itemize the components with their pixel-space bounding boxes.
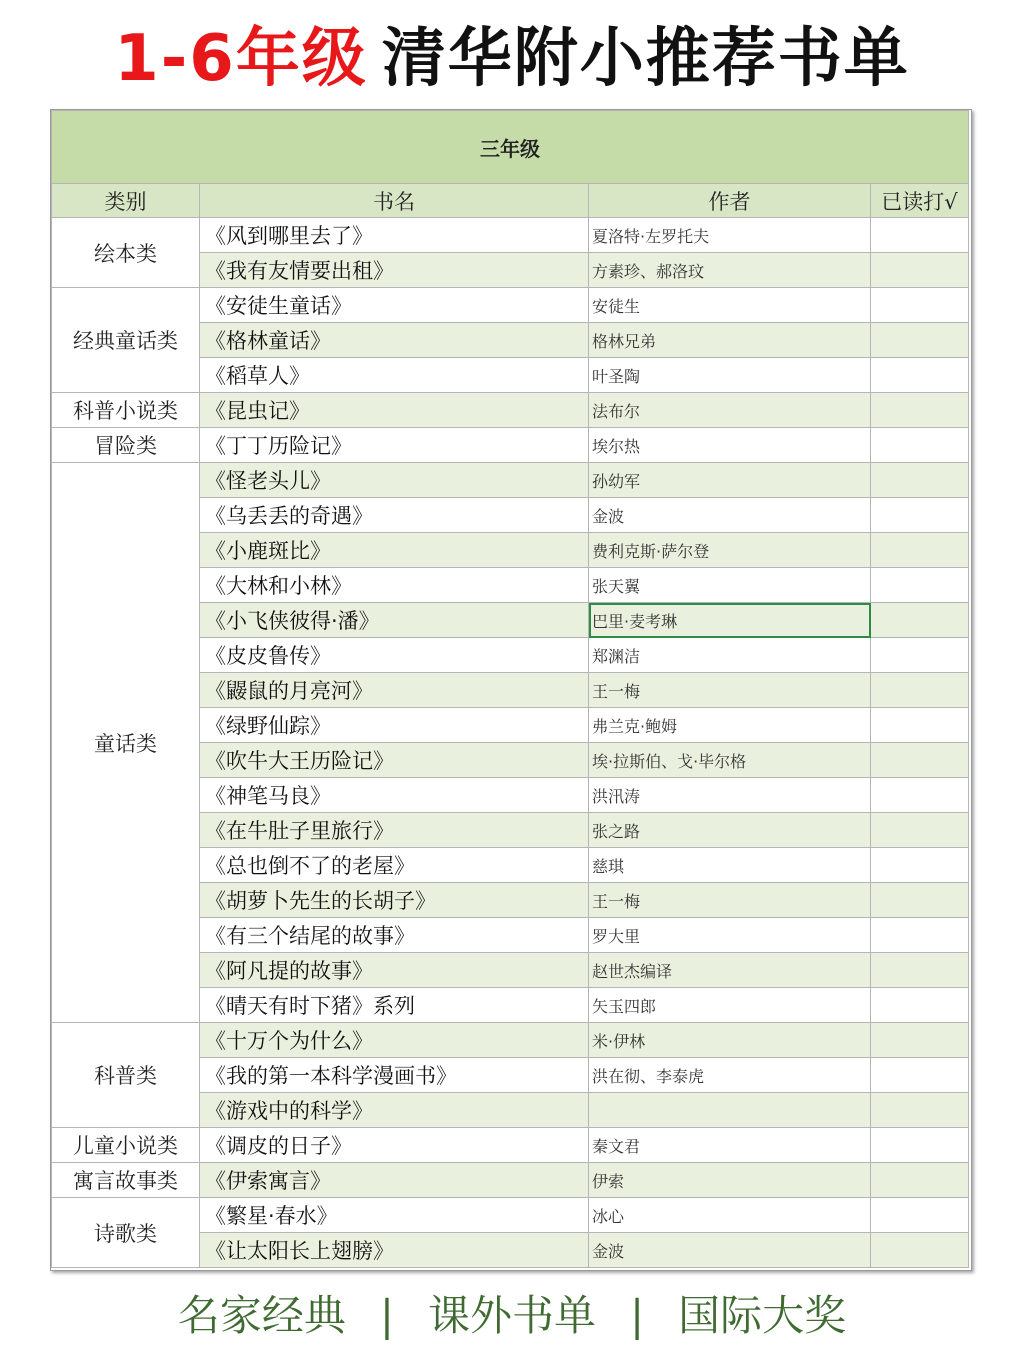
read-check-cell[interactable]	[871, 708, 969, 743]
book-title-cell[interactable]: 《有三个结尾的故事》	[200, 918, 589, 953]
book-title-cell[interactable]: 《吹牛大王历险记》	[200, 743, 589, 778]
author-cell[interactable]: 矢玉四郎	[589, 988, 871, 1023]
book-title-cell[interactable]: 《绿野仙踪》	[200, 708, 589, 743]
book-title-cell[interactable]: 《风到哪里去了》	[200, 218, 589, 253]
book-title-cell[interactable]: 《大林和小林》	[200, 568, 589, 603]
footer-tag: 名家经典	[177, 1291, 346, 1340]
footer-separator: |	[379, 1291, 394, 1340]
author-cell[interactable]: 王一梅	[589, 673, 871, 708]
author-cell[interactable]	[589, 1093, 871, 1128]
table-row	[52, 1128, 969, 1163]
read-check-cell[interactable]	[871, 498, 969, 533]
book-title-cell[interactable]: 《皮皮鲁传》	[200, 638, 589, 673]
read-check-cell[interactable]	[871, 638, 969, 673]
read-check-cell[interactable]	[871, 813, 969, 848]
book-title-cell[interactable]: 《游戏中的科学》	[200, 1093, 589, 1128]
category-cell[interactable]: 科普类	[52, 1023, 200, 1128]
book-title-cell[interactable]: 《晴天有时下猪》系列	[200, 988, 589, 1023]
author-cell[interactable]: 罗大里	[589, 918, 871, 953]
author-cell[interactable]: 洪汛涛	[589, 778, 871, 813]
header-category: 类别	[52, 184, 200, 218]
author-cell[interactable]: 秦文君	[589, 1128, 871, 1163]
book-title-cell[interactable]: 《我有友情要出租》	[200, 253, 589, 288]
book-table	[51, 110, 969, 1268]
book-title-cell[interactable]: 《稻草人》	[200, 358, 589, 393]
author-cell[interactable]: 张之路	[589, 813, 871, 848]
author-cell[interactable]: 伊索	[589, 1163, 871, 1198]
read-check-cell[interactable]	[871, 1198, 969, 1233]
category-cell[interactable]: 童话类	[52, 463, 200, 1023]
table-row	[52, 1163, 969, 1198]
book-title-cell[interactable]: 《我的第一本科学漫画书》	[200, 1058, 589, 1093]
read-check-cell[interactable]	[871, 883, 969, 918]
read-check-cell[interactable]	[871, 533, 969, 568]
header-book: 书名	[200, 184, 589, 218]
author-cell[interactable]: 米·伊林	[589, 1023, 871, 1058]
author-cell[interactable]: 弗兰克·鲍姆	[589, 708, 871, 743]
read-check-cell[interactable]	[871, 1093, 969, 1128]
author-cell[interactable]: 冰心	[589, 1198, 871, 1233]
author-cell[interactable]: 王一梅	[589, 883, 871, 918]
book-title-cell[interactable]: 《十万个为什么》	[200, 1023, 589, 1058]
table-row	[52, 288, 969, 323]
author-cell[interactable]: 安徒生	[589, 288, 871, 323]
read-check-cell[interactable]	[871, 218, 969, 253]
read-check-cell[interactable]	[871, 1233, 969, 1268]
author-cell[interactable]: 方素珍、郝洛玟	[589, 253, 871, 288]
author-cell[interactable]: 埃尔热	[589, 428, 871, 463]
category-cell[interactable]: 冒险类	[52, 428, 200, 463]
author-cell[interactable]: 金波	[589, 498, 871, 533]
read-check-cell[interactable]	[871, 673, 969, 708]
author-cell[interactable]: 格林兄弟	[589, 323, 871, 358]
book-title-cell[interactable]: 《总也倒不了的老屋》	[200, 848, 589, 883]
author-cell[interactable]: 埃·拉斯伯、戈·毕尔格	[589, 743, 871, 778]
read-check-cell[interactable]	[871, 428, 969, 463]
footer-tags	[0, 1286, 1024, 1346]
author-cell-selected[interactable]: 巴里·麦考琳	[589, 603, 871, 638]
author-cell[interactable]: 金波	[589, 1233, 871, 1268]
header-read: 已读打√	[871, 184, 969, 218]
footer-tag: 课外书单	[427, 1291, 596, 1340]
grade-header: 三年级	[52, 111, 969, 184]
book-title-cell[interactable]: 《丁丁历险记》	[200, 428, 589, 463]
table-row	[52, 463, 969, 498]
author-cell[interactable]: 费利克斯·萨尔登	[589, 533, 871, 568]
book-title-cell[interactable]: 《安徒生童话》	[200, 288, 589, 323]
author-cell[interactable]: 郑渊洁	[589, 638, 871, 673]
read-check-cell[interactable]	[871, 918, 969, 953]
author-cell[interactable]: 叶圣陶	[589, 358, 871, 393]
book-title-cell[interactable]: 《在牛肚子里旅行》	[200, 813, 589, 848]
header-author: 作者	[589, 184, 871, 218]
author-cell[interactable]: 慈琪	[589, 848, 871, 883]
book-title-cell[interactable]: 《格林童话》	[200, 323, 589, 358]
footer-tag: 国际大奖	[678, 1291, 847, 1340]
category-cell[interactable]: 经典童话类	[52, 288, 200, 393]
book-title-cell[interactable]: 《昆虫记》	[200, 393, 589, 428]
read-check-cell[interactable]	[871, 1023, 969, 1058]
read-check-cell[interactable]	[871, 848, 969, 883]
title-grades: 1-6年级	[114, 22, 368, 96]
read-check-cell[interactable]	[871, 988, 969, 1023]
book-title-cell[interactable]: 《伊索寓言》	[200, 1163, 589, 1198]
category-cell[interactable]: 儿童小说类	[52, 1128, 200, 1163]
table-row	[52, 393, 969, 428]
author-cell[interactable]: 孙幼军	[589, 463, 871, 498]
read-check-cell[interactable]	[871, 778, 969, 813]
book-title-cell[interactable]: 《怪老头儿》	[200, 463, 589, 498]
author-cell[interactable]: 法布尔	[589, 393, 871, 428]
book-title-cell[interactable]: 《让太阳长上翅膀》	[200, 1233, 589, 1268]
read-check-cell[interactable]	[871, 1058, 969, 1093]
spreadsheet[interactable]	[50, 109, 972, 1271]
read-check-cell[interactable]	[871, 288, 969, 323]
author-cell[interactable]: 洪在彻、李泰虎	[589, 1058, 871, 1093]
read-check-cell[interactable]	[871, 253, 969, 288]
book-title-cell[interactable]: 《小鹿斑比》	[200, 533, 589, 568]
read-check-cell[interactable]	[871, 743, 969, 778]
book-title-cell[interactable]: 《胡萝卜先生的长胡子》	[200, 883, 589, 918]
read-check-cell[interactable]	[871, 603, 969, 638]
category-cell[interactable]: 科普小说类	[52, 393, 200, 428]
category-cell[interactable]: 诗歌类	[52, 1198, 200, 1268]
author-cell[interactable]: 赵世杰编译	[589, 953, 871, 988]
category-cell[interactable]: 绘本类	[52, 218, 200, 288]
book-title-cell[interactable]: 《鼹鼠的月亮河》	[200, 673, 589, 708]
read-check-cell[interactable]	[871, 358, 969, 393]
footer-separator: |	[630, 1291, 645, 1340]
book-title-cell[interactable]: 《神笔马良》	[200, 778, 589, 813]
book-title-cell[interactable]: 《小飞侠彼得·潘》	[200, 603, 589, 638]
read-check-cell[interactable]	[871, 1163, 969, 1198]
table-row	[52, 1198, 969, 1233]
book-title-cell[interactable]: 《调皮的日子》	[200, 1128, 589, 1163]
book-title-cell[interactable]: 《阿凡提的故事》	[200, 953, 589, 988]
page-title	[0, 14, 1024, 104]
read-check-cell[interactable]	[871, 463, 969, 498]
author-cell[interactable]: 张天翼	[589, 568, 871, 603]
book-title-cell[interactable]: 《繁星·春水》	[200, 1198, 589, 1233]
title-main: 清华附小推荐书单	[381, 22, 910, 96]
book-title-cell[interactable]: 《乌丢丢的奇遇》	[200, 498, 589, 533]
table-row	[52, 1023, 969, 1058]
read-check-cell[interactable]	[871, 1128, 969, 1163]
category-cell[interactable]: 寓言故事类	[52, 1163, 200, 1198]
table-row	[52, 218, 969, 253]
table-row	[52, 428, 969, 463]
author-cell[interactable]: 夏洛特·左罗托夫	[589, 218, 871, 253]
read-check-cell[interactable]	[871, 393, 969, 428]
read-check-cell[interactable]	[871, 953, 969, 988]
read-check-cell[interactable]	[871, 323, 969, 358]
read-check-cell[interactable]	[871, 568, 969, 603]
